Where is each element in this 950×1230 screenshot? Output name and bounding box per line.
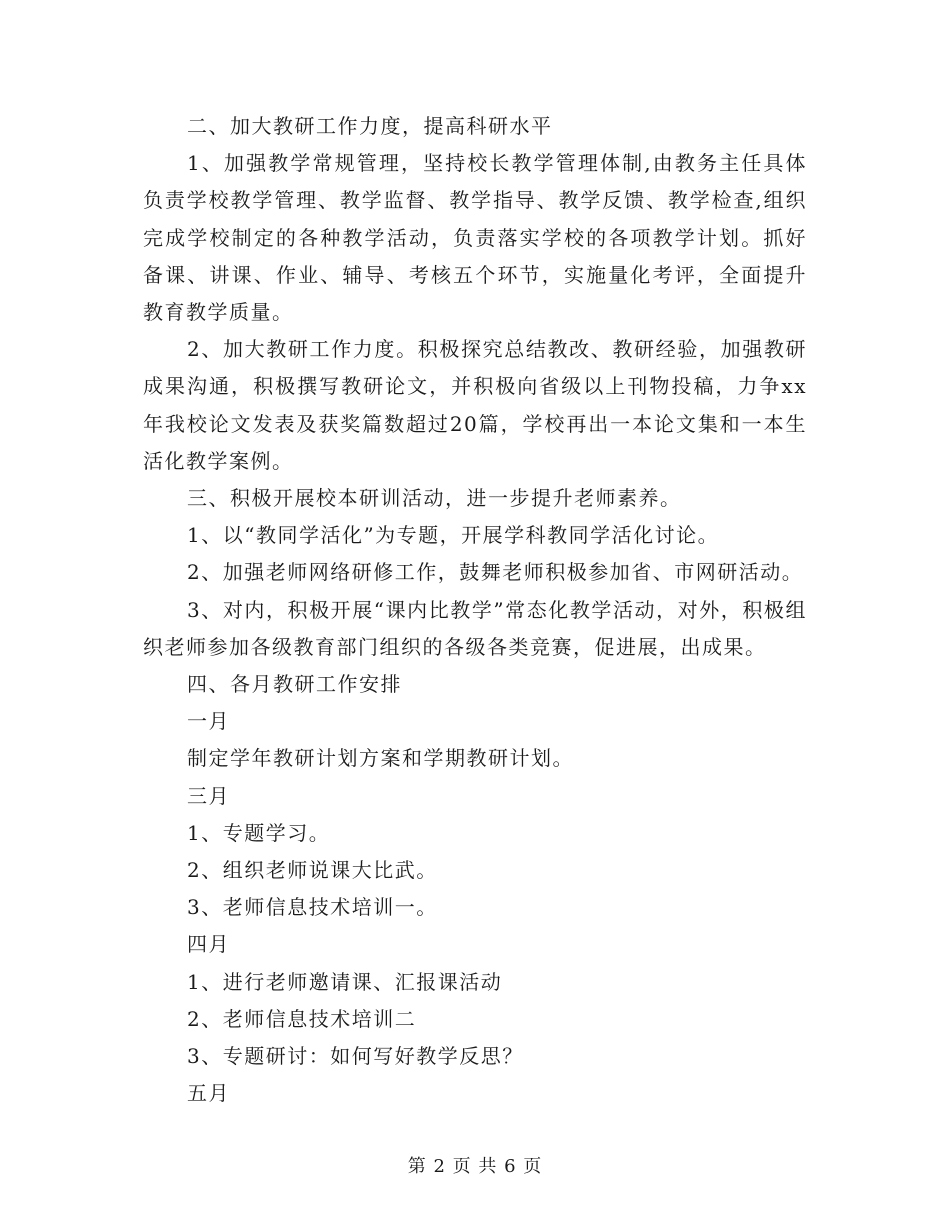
- section-heading-4: 四、各月教研工作安排: [187, 672, 402, 697]
- month-heading: 三月: [187, 783, 230, 808]
- list-item: 2、组织老师说课大比武。: [187, 858, 438, 883]
- list-item: 3、老师信息技术培训一。: [187, 895, 438, 920]
- page-number-footer: 第 2 页 共 6 页: [407, 1156, 543, 1177]
- month-heading: 四月: [187, 932, 230, 957]
- document-body: [143, 108, 807, 1112]
- paragraph: 3、对内，积极开展“课内比教学”常态化教学活动，对外，积极组织老师参加各级教育部门组织的各级各类竞赛，促进展，出成果。: [143, 597, 807, 659]
- paragraph: 2、加强老师网络研修工作，鼓舞老师积极参加省、市网研活动。: [187, 560, 804, 585]
- paragraph: 2、加大教研工作力度。积极探究总结教改、教研经验，加强教研成果沟通，积极撰写教研论文，并积极向省级以上刊物投稿，力争xx年我校论文发表及获奖篇数超过20篇，学校再出一本论文集和一本生活化教学案例。: [143, 337, 807, 473]
- list-item: 制定学年教研计划方案和学期教研计划。: [187, 746, 574, 771]
- paragraph: 1、以“教同学活化”为专题，开展学科教同学活化讨论。: [187, 523, 720, 548]
- section-heading-2: 二、加大教研工作力度，提高科研水平: [187, 114, 553, 138]
- section-heading-3: 三、积极开展校本研训活动，进一步提升老师素养。: [187, 486, 682, 511]
- list-item: 1、进行老师邀请课、汇报课活动: [187, 969, 503, 994]
- month-heading: 一月: [187, 709, 230, 734]
- month-heading: 五月: [187, 1081, 230, 1106]
- paragraph: 1、加强教学常规管理，坚持校长教学管理体制,由教务主任具体负责学校教学管理、教学监督、教学指导、教学反馈、教学检查,组织完成学校制定的各种教学活动，负责落实学校的各项教学计划。抓好备课、讲课、作业、辅导、考核五个环节，实施量化考评，全面提升教育教学质量。: [143, 151, 807, 325]
- list-item: 2、老师信息技术培训二: [187, 1006, 417, 1031]
- list-item: 1、专题学习。: [187, 820, 331, 845]
- list-item: 3、专题研讨：如何写好教学反思？: [187, 1044, 524, 1069]
